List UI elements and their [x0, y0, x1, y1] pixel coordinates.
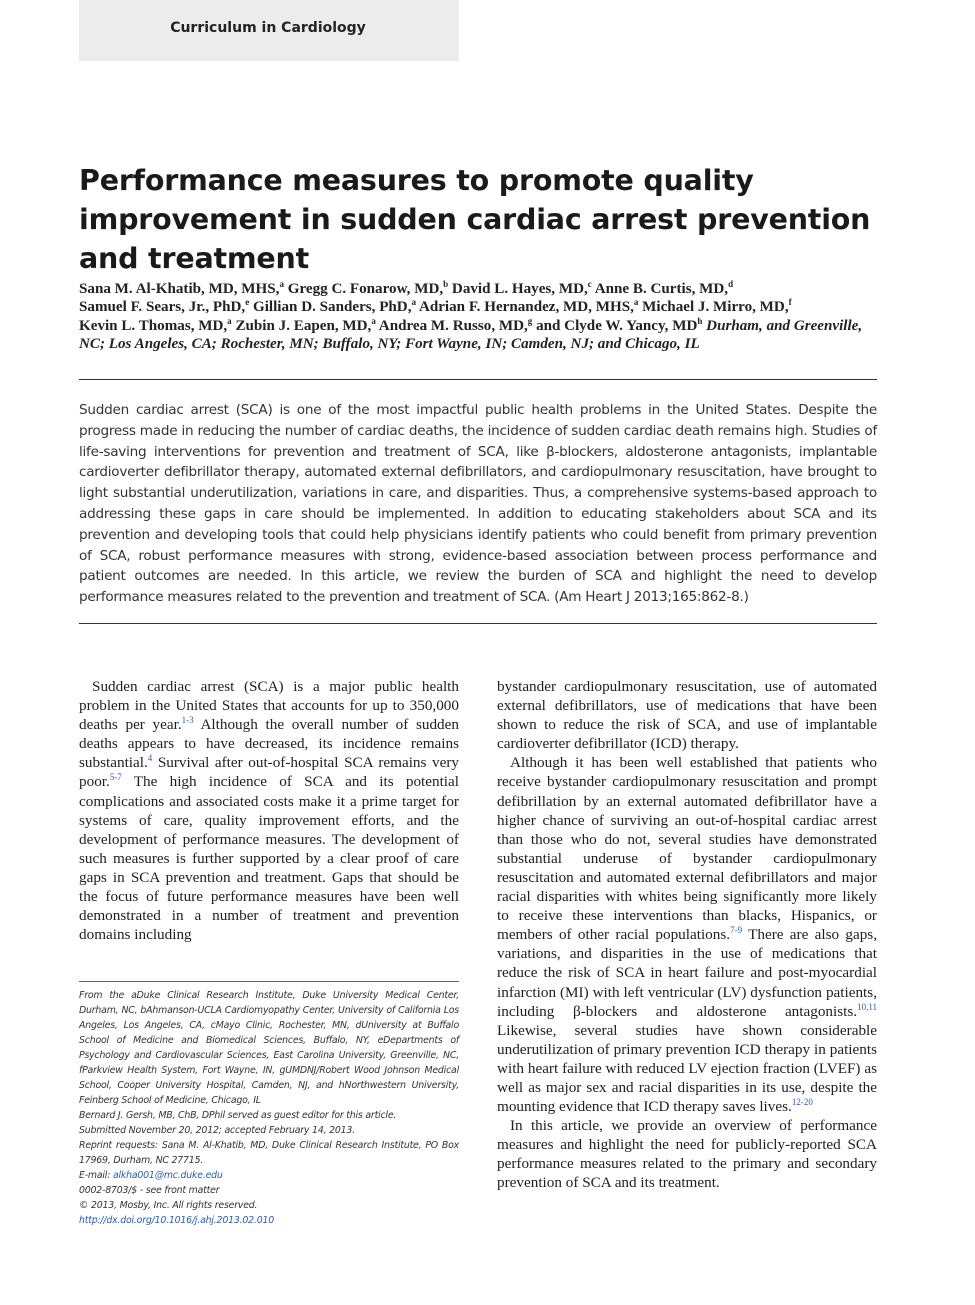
body-column-right: [497, 677, 877, 1217]
body-text: Likewise, several studies have shown considerable underutilization of primary prevention ICD therapy in patients with heart failure with reduced LV ejection fraction (LVEF) as well as major sex and racial disparities in its use, despite the mounting evidence that ICD therapy saves lives.: [497, 1021, 877, 1116]
body-paragraph: [497, 753, 877, 1116]
abstract-bottom-rule: [79, 623, 877, 624]
issn-line: 0002-8703/$ - see front matter: [79, 1185, 220, 1196]
author-name: Anne B. Curtis, MD,: [594, 281, 729, 297]
doi-link[interactable]: http://dx.doi.org/10.1016/j.ahj.2013.02.010: [79, 1215, 274, 1226]
citation-link[interactable]: 12-20: [791, 1097, 813, 1107]
footnote-rule: [79, 981, 459, 982]
author-name: Adrian F. Hernandez, MD, MHS,: [418, 299, 634, 316]
author-name: David L. Hayes, MD,: [451, 281, 588, 297]
body-text: Although it has been well established that patients who receive bystander cardiopulmonary resuscitation and prompt defibrillation by an external automated defibrillator have a higher chance of surviving an out-of-hospital cardiac arrest than those who do not, several studies have demonstrated substantial underuse of bystander cardiopulmonary resuscitation and automated external defibrillators and major racial disparities with whites being significantly more likely to receive these interventions than blacks, Hispanics, or members of other racial populations.: [497, 754, 877, 944]
body-paragraph: bystander cardiopulmonary resuscitation, use of automated external defibrillators, use of medications that have been shown to reduce the risk of SCA, and use of implantable cardioverter defibrillator (ICD) therapy.: [497, 678, 877, 753]
body-paragraph: [79, 677, 459, 944]
body-text: Sudden cardiac arrest (SCA) is a major public health problem in the United States that accounts for up to 350,000 deaths per year.: [79, 678, 459, 734]
author-name: and Clyde W. Yancy, MD: [536, 317, 698, 334]
body-text: There are also gaps, variations, and disparities in the use of medications that reduce the risk of SCA in heart failure and post-myocardial infarction (MI) with left ventricular (LV) dysfunction patients, including β-blockers and aldosterone antagonists.: [497, 926, 877, 1020]
guest-editor-note: Bernard J. Gersh, MB, ChB, DPhil served as guest editor for this article.: [79, 1110, 397, 1121]
affiliation-mark: a: [227, 315, 232, 326]
citation-link[interactable]: 1-3: [181, 715, 194, 726]
body-text: Although the overall number of sudden deaths appears to have decreased, its incidence remains substantial.: [79, 716, 459, 772]
author-name: Gregg C. Fonarow, MD,: [287, 281, 444, 297]
affiliation-mark: a: [279, 278, 284, 289]
author-name: Zubin J. Eapen, MD,: [235, 317, 372, 334]
affiliation-mark: a: [411, 297, 416, 308]
email-line: [79, 1168, 459, 1183]
affiliation-mark: c: [587, 278, 592, 289]
author-name: Kevin L. Thomas, MD,: [79, 317, 228, 334]
reprint-requests: Reprint requests: Sana M. Al-Khatib, MD, Duke Clinical Research Institute, PO Box 17969, Durham, NC 27715.: [79, 1140, 459, 1166]
body-column-left: [79, 677, 459, 944]
affiliation-mark: b: [443, 278, 449, 289]
article-title: Performance measures to promote quality improvement in sudden cardiac arrest prevention and treatment: [79, 164, 871, 275]
submission-dates: Submitted November 20, 2012; accepted February 14, 2013.: [79, 1125, 355, 1136]
author-name: Andrea M. Russo, MD,: [378, 317, 528, 334]
copyright-line: © 2013, Mosby, Inc. All rights reserved.: [79, 1200, 258, 1211]
body-paragraph: In this article, we provide an overview of performance measures and highlight the need for publicly-reported SCA performance measures related to the primary and secondary prevention of SCA and its treatment.: [497, 1117, 877, 1192]
footnotes: [79, 988, 459, 1228]
author-list: [79, 280, 879, 353]
abstract-top-rule: [79, 379, 877, 380]
affiliation-mark: a: [633, 297, 639, 308]
author-name: Samuel F. Sears, Jr., PhD,: [79, 299, 246, 316]
citation-link[interactable]: 10,11: [857, 1001, 877, 1012]
abstract: Sudden cardiac arrest (SCA) is one of the most impactful public health problems in the United States. Despite the progress made in reducing the number of cardiac deaths, the incidence of sudden cardiac death remains high. Studies of life-saving interventions for prevention and treatment of SCA, like β-blockers, aldosterone antagonists, implantable cardioverter defibrillator therapy, automated external defibrillators, and cardiopulmonary resuscitation, have brought to light substantial underutilization, variations in care, and disparities. Thus, a comprehensive systems-based approach to addressing these gaps in care should be implemented. In addition to educating stakeholders about SCA and its prevention and developing tools that could help physicians identify patients who could benefit from primary prevention of SCA, robust performance measures with strong, evidence-based association between process performance and patient outcomes are needed. In this article, we review the burden of SCA and highlight the need to develop performance measures related to the prevention and treatment of SCA. (Am Heart J 2013;165:862-8.): [79, 402, 877, 606]
affiliation-mark: f: [788, 297, 792, 308]
affiliations-note: From the aDuke Clinical Research Institute, Duke University Medical Center, Durham, NC, bAhmanson-UCLA Cardiomyopathy Center, University of California Los Angeles, Los Angeles, CA, cMayo Clinic, Rochester, MN, dUniversity at Buffalo School of Medicine and Biomedical Sciences, Buffalo, NY, eDepartments of Psychology and Cardiovascular Sciences, East Carolina University, Greenville, NC, fParkview Health System, Fort Wayne, IN, gUMDNJ/Robert Wood Johnson Medical School, Cooper University Hospital, Camden, NJ, and hNorthwestern University, Feinberg School of Medicine, Chicago, IL: [79, 990, 459, 1106]
section-label: Curriculum in Cardiology: [170, 20, 366, 36]
affiliation-mark: h: [697, 315, 703, 326]
affiliation-mark: d: [728, 278, 734, 289]
body-text: Survival after out-of-hospital SCA remains very poor.: [79, 754, 459, 791]
citation-link[interactable]: 5-7: [109, 772, 122, 783]
affiliation-mark: e: [245, 297, 250, 308]
affiliation-mark: a: [371, 315, 376, 326]
affiliation-mark: g: [527, 315, 533, 326]
author-name: Michael J. Mirro, MD,: [642, 299, 789, 316]
body-text: The high incidence of SCA and its potential complications and associated costs make it a prime target for systems of care, quality improvement efforts, and the development of performance measures. The development of such measures is further supported by a clear proof of care gaps in SCA prevention and treatment. Gaps that should be the focus of future performance measures have been well demonstrated in a number of treatment and prevention domains including: [79, 773, 459, 944]
author-name: Gillian D. Sanders, PhD,: [252, 299, 412, 316]
citation-link[interactable]: 7-9: [730, 925, 743, 936]
author-name: Sana M. Al-Khatib, MD, MHS,: [79, 281, 280, 297]
email-label: E-mail:: [79, 1170, 113, 1181]
citation-link[interactable]: 4: [147, 753, 153, 764]
email-link[interactable]: alkha001@mc.duke.edu: [112, 1170, 223, 1181]
author-locations: Durham, and Greenville, NC; Los Angeles, CA; Rochester, MN; Buffalo, NY; Fort Wayne, IN; Camden, NJ; and Chicago, IL: [79, 317, 863, 352]
